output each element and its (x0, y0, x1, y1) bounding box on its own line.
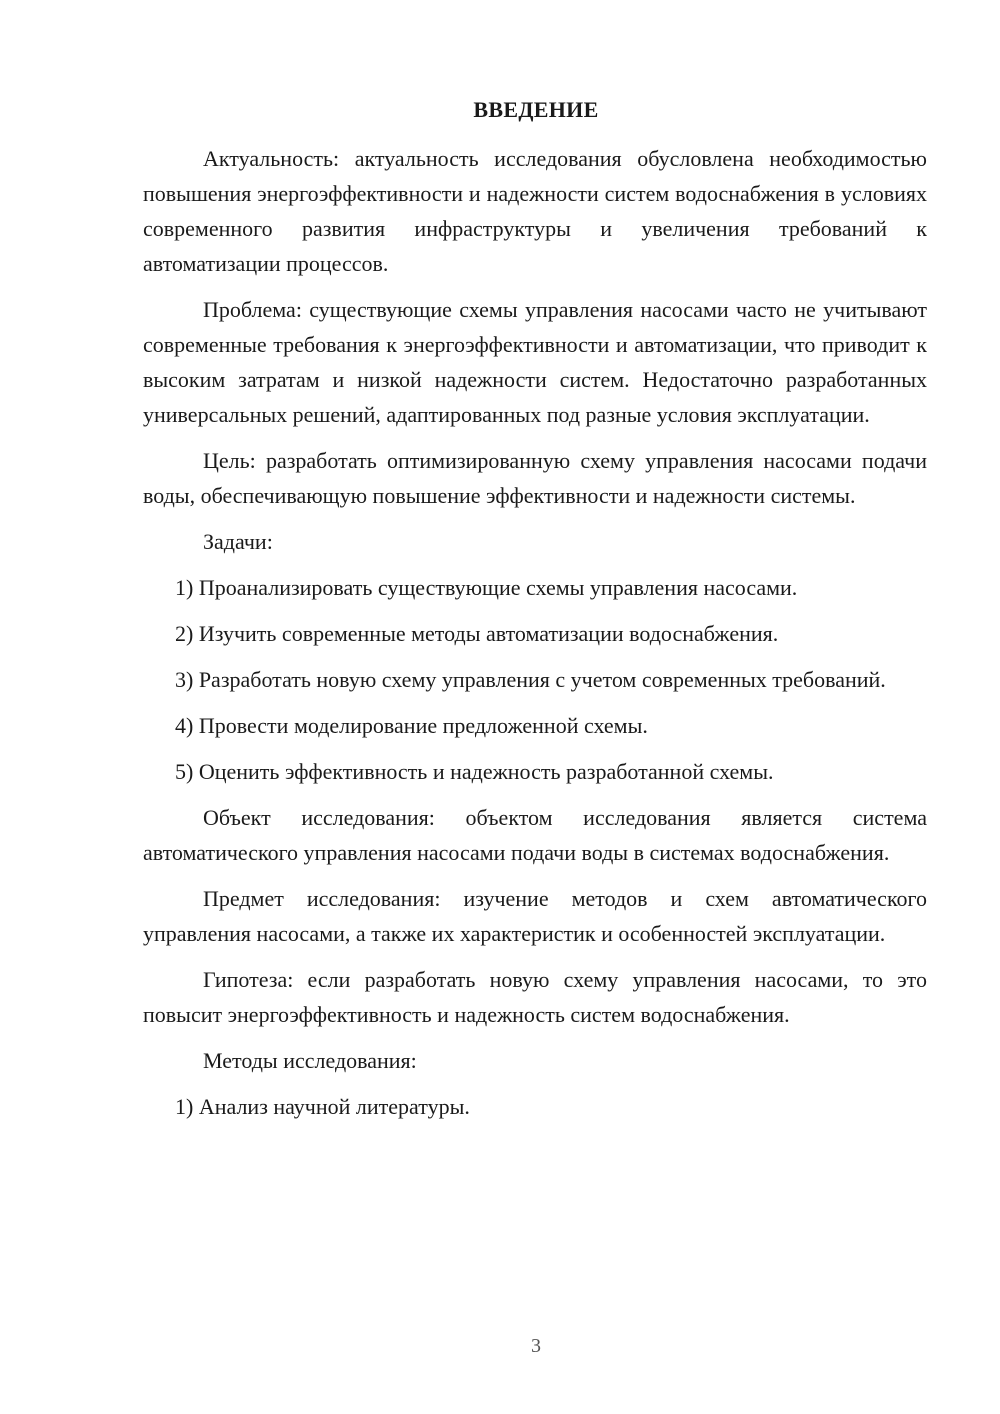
subject-paragraph: Предмет исследования: изучение методов и схем автоматического управления насосами, а также их характеристик и особенностей эксплуатации. (143, 886, 927, 946)
task-item: 1) Проанализировать существующие схемы управления насосами. (175, 575, 798, 600)
task-item: 4) Провести моделирование предложенной схемы. (175, 713, 648, 738)
section-heading: ВВЕДЕНИЕ (473, 97, 599, 122)
problem-paragraph: Проблема: существующие схемы управления насосами часто не учитывают современные требования к энергоэффективности и автоматизации, что приводит к высоким затратам и низкой надежности систем. Недостаточно разработанных универсальных решений, адаптированных под разные условия эксплуатации. (143, 297, 927, 427)
relevance-paragraph: Актуальность: актуальность исследования обусловлена необходимостью повышения энергоэффективности и надежности систем водоснабжения в условиях современного развития инфраструктуры и увеличения требований к автоматизации процессов. (143, 146, 927, 276)
page-number: 3 (531, 1335, 541, 1357)
task-item: 3) Разработать новую схему управления с учетом современных требований. (175, 667, 886, 692)
hypothesis-paragraph: Гипотеза: если разработать новую схему управления насосами, то это повысит энергоэффективность и надежность систем водоснабжения. (143, 967, 927, 1027)
method-item: 1) Анализ научной литературы. (175, 1094, 470, 1119)
body-text (143, 141, 927, 1135)
goal-paragraph: Цель: разработать оптимизированную схему управления насосами подачи воды, обеспечивающую повышение эффективности и надежности системы. (143, 448, 927, 508)
object-paragraph: Объект исследования: объектом исследования является система автоматического управления насосами подачи воды в системах водоснабжения. (143, 805, 927, 865)
task-item: 5) Оценить эффективность и надежность разработанной схемы. (175, 759, 774, 784)
methods-heading: Методы исследования: (203, 1048, 417, 1073)
tasks-heading: Задачи: (203, 529, 273, 554)
task-item: 2) Изучить современные методы автоматизации водоснабжения. (175, 621, 779, 646)
